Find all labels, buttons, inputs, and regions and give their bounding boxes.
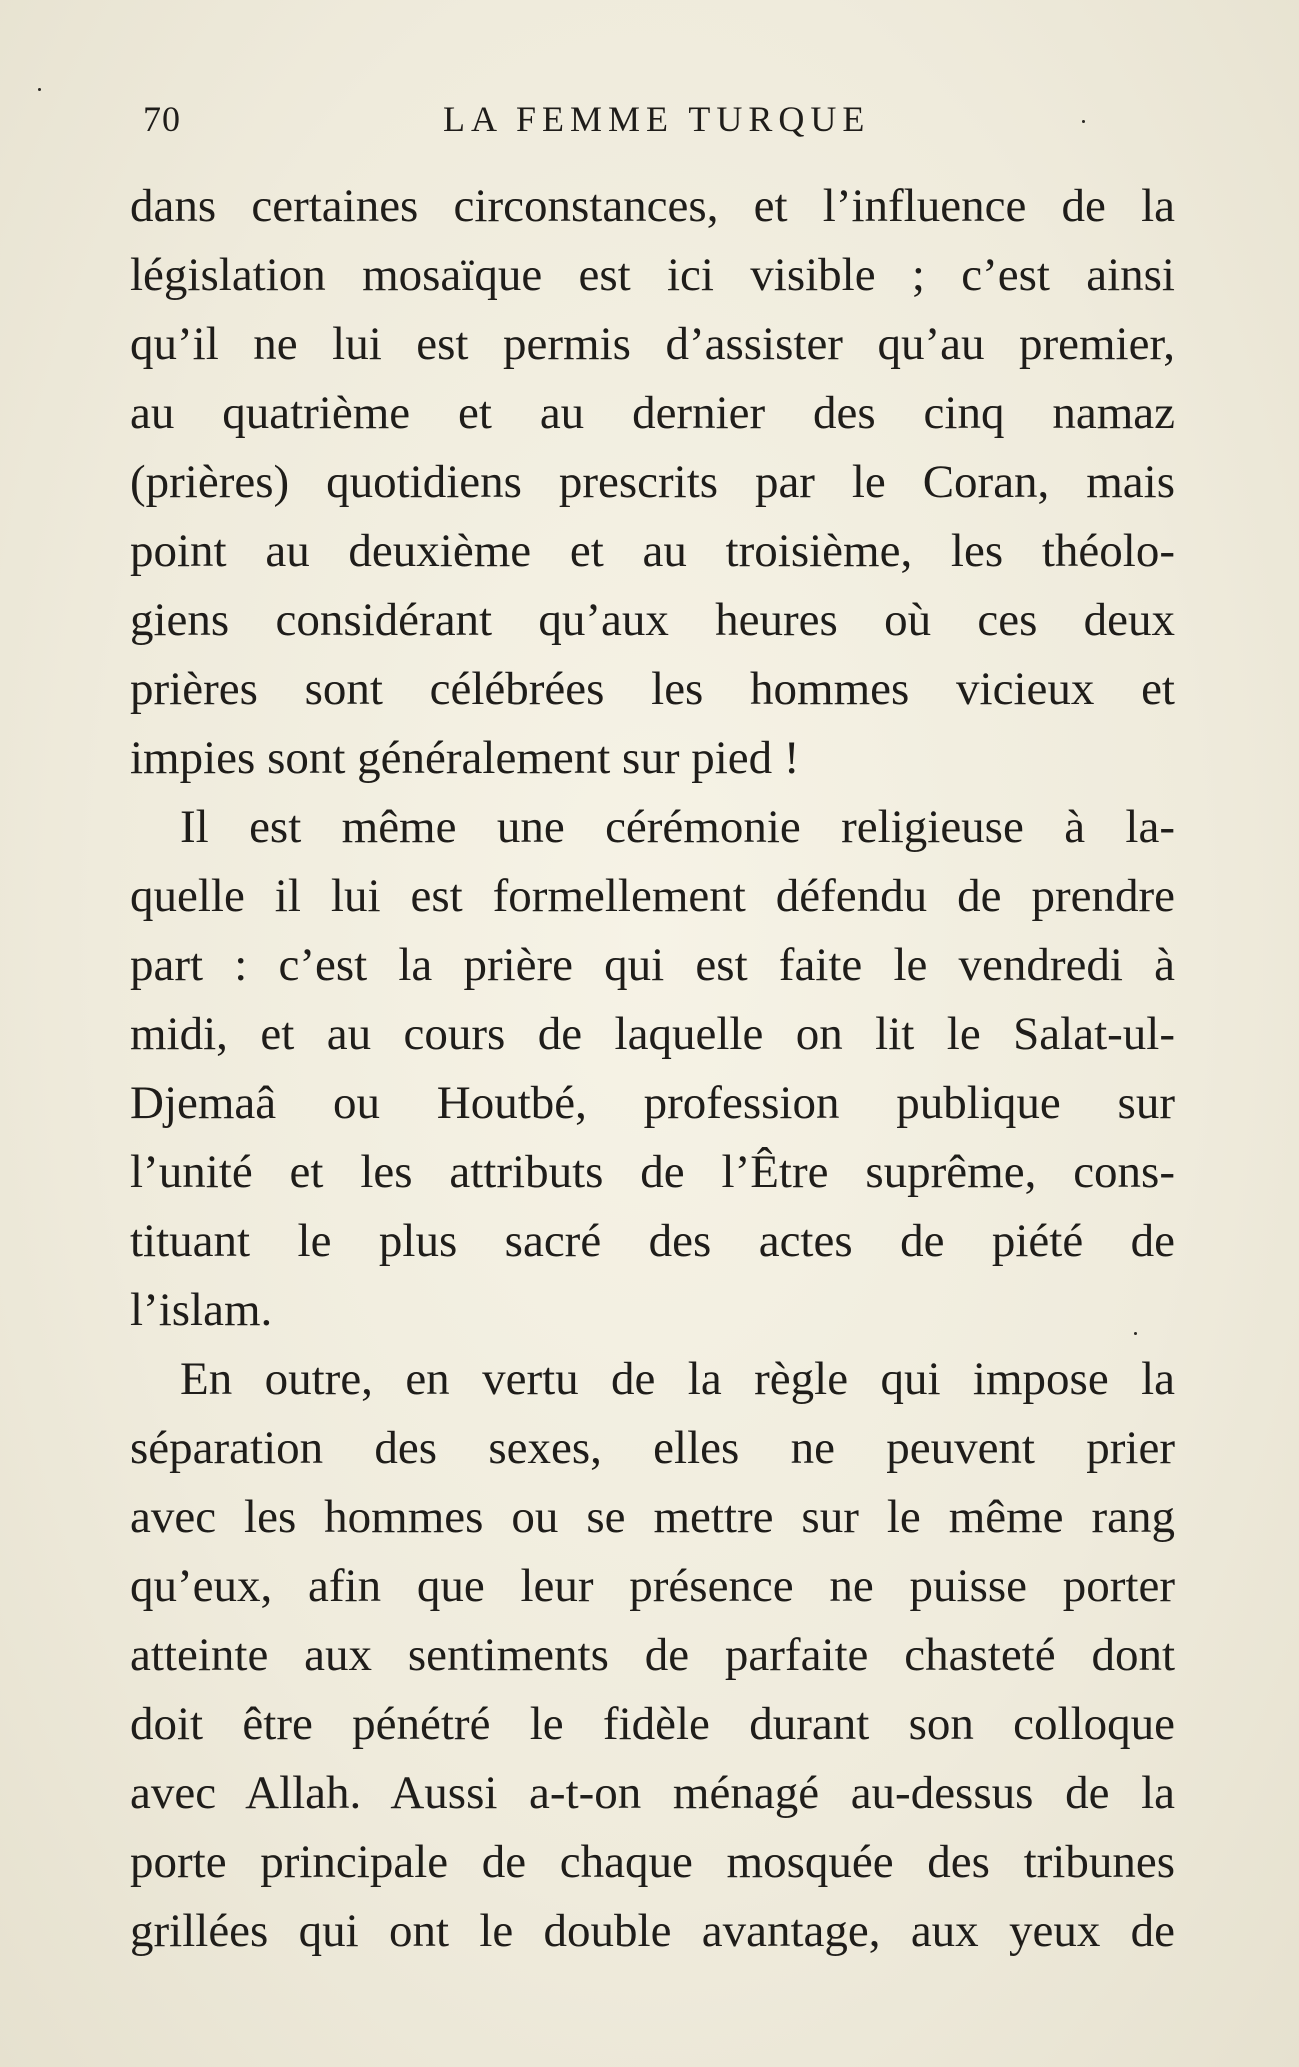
print-speck bbox=[1082, 120, 1085, 123]
text-line: quelle il lui est formellement défendu de prendre bbox=[130, 870, 1175, 922]
text-line: (prières) quotidiens prescrits par le Coran, mais bbox=[130, 456, 1175, 508]
text-line: part : c’est la prière qui est faite le vendredi à bbox=[130, 939, 1175, 991]
text-line: midi, et au cours de laquelle on lit le Salat-ul- bbox=[130, 1008, 1175, 1060]
text-line: qu’eux, afin que leur présence ne puisse porter bbox=[130, 1560, 1175, 1612]
print-speck bbox=[38, 88, 41, 91]
text-line: législation mosaïque est ici visible ; c’est ainsi bbox=[130, 249, 1175, 301]
text-line: porte principale de chaque mosquée des tribunes bbox=[130, 1836, 1175, 1888]
text-line: qu’il ne lui est permis d’assister qu’au premier, bbox=[130, 318, 1175, 370]
running-title: LA FEMME TURQUE bbox=[443, 99, 871, 139]
page-number: 70 bbox=[143, 99, 181, 139]
text-line: dans certaines circonstances, et l’influence de la bbox=[130, 180, 1175, 232]
page-header bbox=[143, 98, 1173, 148]
text-line: giens considérant qu’aux heures où ces deux bbox=[130, 594, 1175, 646]
text-line: point au deuxième et au troisième, les théolo- bbox=[130, 525, 1175, 577]
text-line: séparation des sexes, elles ne peuvent prier bbox=[130, 1422, 1175, 1474]
text-line: Djemaâ ou Houtbé, profession publique sur bbox=[130, 1077, 1175, 1129]
print-speck bbox=[1134, 1332, 1137, 1335]
text-line: grillées qui ont le double avantage, aux yeux de bbox=[130, 1905, 1175, 1957]
text-line: prières sont célébrées les hommes vicieux et bbox=[130, 663, 1175, 715]
text-line: avec les hommes ou se mettre sur le même rang bbox=[130, 1491, 1175, 1543]
text-line: Il est même une cérémonie religieuse à la- bbox=[180, 801, 1175, 853]
text-line: l’unité et les attributs de l’Être suprême, cons- bbox=[130, 1146, 1175, 1198]
text-line: l’islam. bbox=[130, 1284, 273, 1336]
text-line: tituant le plus sacré des actes de piété de bbox=[130, 1215, 1175, 1267]
text-line: impies sont généralement sur pied ! bbox=[130, 732, 800, 784]
text-line: avec Allah. Aussi a-t-on ménagé au-dessus de la bbox=[130, 1767, 1175, 1819]
text-line: En outre, en vertu de la règle qui impose la bbox=[180, 1353, 1175, 1405]
text-line: au quatrième et au dernier des cinq namaz bbox=[130, 387, 1175, 439]
body-text bbox=[130, 172, 1175, 1966]
text-line: doit être pénétré le fidèle durant son colloque bbox=[130, 1698, 1175, 1750]
text-line: atteinte aux sentiments de parfaite chasteté dont bbox=[130, 1629, 1175, 1681]
